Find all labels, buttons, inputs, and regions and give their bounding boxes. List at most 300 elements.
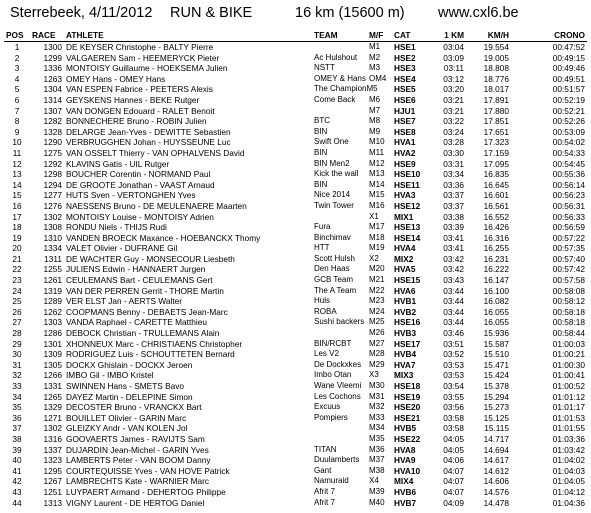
cell-athlete: DE KEYSER Christophe - BALTY Pierre <box>66 42 214 52</box>
cell-1km: 03:11 <box>443 63 464 74</box>
cell-crono: 01:01:55 <box>552 423 585 434</box>
cell-pos: 30 <box>12 349 22 360</box>
cell-crono: 01:04:12 <box>552 486 585 497</box>
cell-athlete: XHONNEUX Marc - CHRISTIAENS Christopher <box>66 338 243 349</box>
cell-kmh: 16.552 <box>483 211 509 222</box>
cell-crono: 00:52:21 <box>552 105 585 116</box>
cell-team: Pompiers <box>314 412 348 422</box>
table-row <box>4 243 587 254</box>
cell-team: TITAN <box>314 444 337 454</box>
cell-race: 1302 <box>43 423 62 434</box>
cell-team: BIN/RCBT <box>314 338 352 348</box>
cell-kmh: 18.776 <box>483 73 509 84</box>
cell-1km: 03:04 <box>443 42 464 52</box>
table-row <box>4 275 587 286</box>
cell-race: 1262 <box>43 306 62 317</box>
table-row <box>4 222 587 233</box>
cell-kmh: 15.125 <box>483 412 509 423</box>
cell-crono: 01:03:36 <box>552 433 585 444</box>
table-row <box>4 466 587 477</box>
cell-mf: M35 <box>369 433 385 443</box>
cell-kmh: 19.554 <box>483 42 509 52</box>
cell-crono: 01:01:12 <box>552 391 585 402</box>
cell-race: 1328 <box>43 126 62 137</box>
col-header-team: TEAM <box>312 30 367 42</box>
cell-race: 1303 <box>43 317 62 328</box>
cell-athlete: IMBO Gil - IMBO Kristel <box>66 370 154 381</box>
cell-kmh: 17.095 <box>483 158 509 169</box>
cell-mf: M7 <box>369 105 381 115</box>
cell-race: 1271 <box>43 412 62 423</box>
cell-athlete: DAYEZ Martin - DELEPINE Simon <box>66 391 193 402</box>
cell-team: Les V2 <box>314 349 339 359</box>
table-row <box>4 296 587 307</box>
cell-kmh: 15.587 <box>483 338 509 349</box>
cell-athlete: LAMBERTS Peter - VAN BOOM Danny <box>66 455 211 466</box>
table-row <box>4 264 587 275</box>
cell-crono: 00:56:14 <box>552 179 585 190</box>
cell-mf: M20 <box>369 264 385 274</box>
cell-mf: M36 <box>369 444 385 454</box>
cell-crono: 01:00:41 <box>552 370 585 381</box>
col-header-1km: 1 KM <box>432 30 466 42</box>
cell-crono: 00:57:22 <box>552 232 585 243</box>
table-row <box>4 53 587 64</box>
cell-cat: HJU1 <box>394 105 416 116</box>
cell-pos: 6 <box>14 94 20 105</box>
cell-athlete: MONTOISY Louise - MONTOISY Adrien <box>66 211 214 222</box>
cell-race: 1329 <box>43 402 62 413</box>
cell-pos: 25 <box>12 296 22 307</box>
cell-mf: OM4 <box>369 73 387 83</box>
cell-cat: HSE8 <box>394 126 416 137</box>
cell-kmh: 15.378 <box>483 381 509 391</box>
cell-kmh: 16.055 <box>483 306 509 317</box>
cell-1km: 03:44 <box>443 285 464 296</box>
table-row <box>4 360 587 371</box>
cell-crono: 01:04:36 <box>552 497 585 508</box>
table-row <box>4 381 587 392</box>
cell-race: 1337 <box>43 444 62 455</box>
cell-cat: HSE3 <box>394 63 416 74</box>
table-row <box>4 233 587 244</box>
table-row <box>4 127 587 138</box>
cell-pos: 24 <box>12 285 22 296</box>
cell-team <box>312 328 367 339</box>
table-row <box>4 159 587 170</box>
cell-athlete: VANDEN BROECK Maxance - HOEBANCKX Thomy <box>66 232 261 243</box>
cell-1km: 03:09 <box>443 52 464 63</box>
cell-race: 1307 <box>43 105 62 116</box>
cell-athlete: LAMBRECHTS Kate - WARNIER Marc <box>66 476 210 487</box>
cell-team: Come Back <box>314 94 356 104</box>
cell-athlete: VERBRUGGHEN Johan - HUYSSEUNE Luc <box>66 137 231 148</box>
cell-cat: HSE15 <box>394 275 421 286</box>
cell-athlete: DE GROOTE Jonathan - VAAST Arnaud <box>66 179 215 190</box>
cell-crono: 00:51:57 <box>552 84 585 95</box>
cell-mf: M32 <box>369 402 385 412</box>
cell-pos: 8 <box>14 116 20 127</box>
cell-crono: 01:04:05 <box>552 476 585 487</box>
table-row <box>4 423 587 434</box>
table-row <box>4 339 587 350</box>
cell-1km: 03:43 <box>443 275 464 286</box>
cell-pos: 12 <box>12 158 22 169</box>
cell-1km: 04:06 <box>443 455 464 466</box>
cell-kmh: 17.851 <box>483 116 509 127</box>
race-location-date: Sterrebeek, 4/11/2012 <box>10 5 153 21</box>
cell-cat: HSE21 <box>394 412 421 423</box>
cell-cat: HVA4 <box>394 243 416 254</box>
cell-race: 1304 <box>43 84 62 95</box>
cell-kmh: 16.222 <box>483 264 509 275</box>
cell-cat: HVB6 <box>394 486 417 497</box>
cell-cat: HSE10 <box>394 169 421 180</box>
cell-cat: HSE1 <box>394 42 416 52</box>
cell-race: 1263 <box>43 73 62 84</box>
cell-team: Binchimav <box>314 232 351 242</box>
cell-1km: 03:34 <box>443 169 464 180</box>
cell-kmh: 16.100 <box>483 285 509 296</box>
cell-pos: 7 <box>14 105 20 116</box>
cell-team: NSTT <box>314 63 335 73</box>
cell-1km: 03:58 <box>443 423 464 434</box>
table-row <box>4 487 587 498</box>
cell-1km: 03:58 <box>443 412 464 423</box>
cell-race: 1308 <box>43 222 62 233</box>
cell-pos: 40 <box>12 455 22 466</box>
cell-team: Wane Vleemi <box>314 381 362 390</box>
table-row <box>4 413 587 424</box>
cell-mf: M1 <box>369 42 381 51</box>
cell-pos: 18 <box>12 222 22 233</box>
cell-kmh: 16.255 <box>483 243 509 254</box>
cell-crono: 00:56:31 <box>552 200 585 211</box>
cell-pos: 9 <box>14 126 20 137</box>
cell-pos: 13 <box>12 169 22 180</box>
cell-crono: 00:56:59 <box>552 222 585 233</box>
cell-crono: 00:56:33 <box>552 211 585 222</box>
cell-team <box>312 434 367 445</box>
cell-athlete: DE WACHTER Guy - MONSECOUR Liesbeth <box>66 253 235 264</box>
cell-race: 1300 <box>43 42 62 52</box>
cell-crono: 01:04:03 <box>552 465 585 476</box>
cell-cat: HVA8 <box>394 444 416 455</box>
cell-team: HTT <box>314 243 330 253</box>
cell-kmh: 15.936 <box>483 328 509 339</box>
cell-mf: M28 <box>369 349 385 359</box>
cell-1km: 03:42 <box>443 253 464 264</box>
cell-team: Scott Hulsh <box>314 253 355 263</box>
cell-crono: 01:01:17 <box>552 402 585 413</box>
cell-kmh: 17.159 <box>483 147 509 158</box>
table-row <box>4 254 587 265</box>
cell-pos: 39 <box>12 444 22 455</box>
cell-crono: 00:47:52 <box>552 42 585 52</box>
cell-pos: 33 <box>12 381 22 391</box>
cell-pos: 26 <box>12 306 22 317</box>
cell-mf: M22 <box>369 285 385 295</box>
cell-pos: 42 <box>12 476 22 487</box>
cell-team: Gant <box>314 465 332 475</box>
cell-race: 1313 <box>43 497 62 508</box>
table-row <box>4 190 587 201</box>
cell-kmh: 16.055 <box>483 317 509 328</box>
cell-pos: 5 <box>14 84 20 95</box>
cell-athlete: GLEIZKY Andr - VAN KOLEN Jol <box>66 423 188 434</box>
cell-1km: 03:37 <box>443 200 464 211</box>
cell-cat: HSE16 <box>394 317 421 328</box>
cell-1km: 03:37 <box>443 190 464 201</box>
cell-athlete: MONTOISY Guillaume - HOEKSEMA Julien <box>66 63 228 74</box>
cell-athlete: BOUILLET Olivier - GARIN Marc <box>66 412 187 423</box>
cell-athlete: RODRIGUEZ Luis - SCHOUTTETEN Bernard <box>66 349 235 360</box>
cell-mf: M3 <box>369 63 381 73</box>
cell-pos: 2 <box>14 52 20 63</box>
cell-mf: M2 <box>369 52 381 62</box>
table-row <box>4 74 587 85</box>
cell-1km: 03:28 <box>443 137 464 148</box>
cell-crono: 00:57:42 <box>552 264 585 275</box>
cell-1km: 03:21 <box>443 105 464 116</box>
cell-cat: HSE7 <box>394 116 416 127</box>
cell-race: 1294 <box>43 179 62 190</box>
col-header-pos: POS <box>4 30 30 42</box>
cell-pos: 38 <box>12 433 22 444</box>
cell-cat: HSE13 <box>394 222 421 233</box>
cell-kmh: 14.717 <box>483 433 509 444</box>
cell-crono: 00:52:26 <box>552 116 585 127</box>
cell-athlete: COOPMANS Benny - DEBAETS Jean-Marc <box>66 306 228 317</box>
cell-race: 1310 <box>43 232 62 243</box>
cell-athlete: KLAVINS Gatis - UIL Rutger <box>66 158 170 169</box>
cell-race: 1267 <box>43 476 62 487</box>
cell-team: ROBA <box>314 306 337 316</box>
cell-kmh: 17.891 <box>483 94 509 105</box>
table-row <box>4 95 587 106</box>
cell-race: 1289 <box>43 296 62 307</box>
cell-cat: HVB7 <box>394 497 417 508</box>
cell-mf: M30 <box>369 381 385 390</box>
cell-crono: 00:57:58 <box>552 275 585 286</box>
cell-kmh: 15.115 <box>484 423 509 434</box>
cell-kmh: 14.606 <box>483 476 509 487</box>
cell-team: Kick the wall <box>314 169 359 179</box>
cell-cat: HSE5 <box>394 84 416 95</box>
cell-1km: 03:42 <box>443 264 464 275</box>
results-body <box>4 42 587 509</box>
cell-race: 1323 <box>43 455 62 466</box>
cell-pos: 36 <box>12 412 22 423</box>
cell-cat: HSE19 <box>394 391 421 402</box>
cell-team: Swift One <box>314 137 349 147</box>
table-row <box>4 307 587 318</box>
cell-athlete: NAESSENS Bruno - DE MEULENAERE Maarten <box>66 200 247 211</box>
cell-kmh: 15.294 <box>483 391 509 402</box>
cell-1km: 04:05 <box>443 433 464 444</box>
cell-1km: 03:52 <box>443 349 464 360</box>
cell-kmh: 15.510 <box>483 349 509 360</box>
cell-race: 1309 <box>43 349 62 360</box>
cell-cat: HVB1 <box>394 296 417 307</box>
cell-race: 1286 <box>43 328 62 339</box>
cell-race: 1314 <box>43 94 62 105</box>
cell-cat: HSE11 <box>394 179 420 190</box>
cell-mf: M15 <box>369 190 385 200</box>
cell-crono: 00:58:18 <box>552 306 585 317</box>
table-row <box>4 286 587 297</box>
cell-kmh: 14.617 <box>483 455 509 466</box>
cell-race: 1290 <box>43 137 62 148</box>
cell-team: Huls <box>314 296 331 306</box>
cell-mf: M23 <box>369 296 385 306</box>
website-url: www.cxl6.be <box>438 5 519 21</box>
cell-pos: 22 <box>12 264 22 275</box>
cell-athlete: SWINNEN Hans - SMETS Bavo <box>66 381 185 391</box>
cell-mf: M11 <box>369 147 384 157</box>
cell-crono: 01:00:21 <box>552 349 585 360</box>
cell-race: 1311 <box>44 253 62 264</box>
cell-athlete: VER ELST Jan - AERTS Walter <box>66 296 183 307</box>
cell-athlete: VANDA Raphael - CARETTE Matthieu <box>66 317 207 328</box>
cell-1km: 03:41 <box>443 232 464 243</box>
cell-race: 1305 <box>43 359 62 370</box>
cell-mf: M10 <box>369 137 385 147</box>
cell-1km: 03:51 <box>443 338 464 349</box>
cell-1km: 03:22 <box>443 116 464 127</box>
cell-mf: M25 <box>369 317 385 327</box>
cell-1km: 03:30 <box>443 147 464 158</box>
cell-race: 1277 <box>43 190 62 201</box>
cell-mf: X3 <box>369 370 379 380</box>
cell-team: Nice 2014 <box>314 190 351 200</box>
cell-pos: 16 <box>12 200 22 211</box>
cell-crono: 00:57:35 <box>552 243 585 254</box>
cell-kmh: 18.017 <box>483 84 509 95</box>
cell-team: Afrit 7 <box>314 497 335 507</box>
cell-crono: 00:49:46 <box>552 63 585 74</box>
cell-crono: 00:53:09 <box>552 126 585 137</box>
cell-athlete: LUYPAERT Armand - DEHERTOG Philippe <box>66 486 226 497</box>
cell-mf: M29 <box>369 359 385 369</box>
cell-1km: 03:44 <box>443 317 464 328</box>
cell-mf: M31 <box>369 391 385 401</box>
cell-mf: M6 <box>369 94 381 104</box>
cell-mf: M24 <box>369 306 385 316</box>
cell-cat: HSE20 <box>394 402 421 413</box>
cell-mf: M39 <box>369 486 385 496</box>
cell-cat: HSE18 <box>394 381 421 391</box>
cell-1km: 04:09 <box>443 497 464 508</box>
table-row <box>4 434 587 445</box>
cell-crono: 01:00:52 <box>552 381 585 391</box>
cell-athlete: VAN DONGEN Edouard - RALET Benoit <box>66 105 215 116</box>
cell-1km: 03:38 <box>443 211 464 222</box>
cell-crono: 00:54:33 <box>552 147 585 158</box>
cell-kmh: 14.576 <box>483 486 509 497</box>
cell-mf: M8 <box>369 116 381 126</box>
cell-race: 1261 <box>43 275 62 286</box>
cell-pos: 32 <box>12 370 22 381</box>
cell-athlete: VIGNY Laurent - DE HERTOG Daniel <box>66 497 205 508</box>
cell-1km: 04:05 <box>443 444 464 455</box>
cell-team: BIN Men2 <box>314 158 350 168</box>
cell-1km: 03:39 <box>443 222 464 233</box>
cell-cat: HVA7 <box>394 359 416 370</box>
cell-mf: M19 <box>369 243 385 253</box>
cell-mf: M12 <box>369 158 385 168</box>
cell-cat: HVA9 <box>394 455 416 466</box>
cell-cat: HVB4 <box>394 349 417 360</box>
cell-mf: X4 <box>369 476 379 486</box>
cell-cat: HVA2 <box>394 147 416 158</box>
cell-crono: 00:58:12 <box>552 296 585 307</box>
cell-pos: 11 <box>12 147 22 158</box>
cell-1km: 03:54 <box>443 381 464 391</box>
table-row <box>4 455 587 466</box>
cell-pos: 41 <box>12 465 22 476</box>
cell-cat: HVB5 <box>394 423 417 434</box>
cell-team: Afrit 7 <box>314 486 335 496</box>
cell-race: 1266 <box>43 370 62 381</box>
cell-team <box>312 106 367 117</box>
cell-1km: 03:36 <box>443 179 464 190</box>
cell-1km: 03:53 <box>443 359 464 370</box>
cell-athlete: BONNECHERE Bruno - ROBIN Julien <box>66 116 207 127</box>
cell-cat: HSE12 <box>394 200 421 211</box>
cell-team: Twin Tower <box>314 200 354 210</box>
cell-team: The ChampionM5 <box>314 84 378 94</box>
table-row <box>4 212 587 223</box>
cell-athlete: GEYSKENS Hannes - BEKE Rutger <box>66 94 200 105</box>
cell-athlete: OMEY Hans - OMEY Hans <box>66 73 166 84</box>
table-row <box>4 392 587 403</box>
cell-pos: 28 <box>12 328 22 339</box>
cell-mf: M40 <box>369 497 385 507</box>
table-row <box>4 328 587 339</box>
cell-crono: 00:54:02 <box>552 137 585 148</box>
cell-athlete: DECOSTER Bruno - VRANCKX Bart <box>66 402 202 413</box>
cell-crono: 00:58:44 <box>552 328 585 339</box>
cell-cat: HSE22 <box>394 433 421 444</box>
cell-mf: M21 <box>369 275 385 285</box>
cell-cat: HVA10 <box>394 465 421 476</box>
cell-crono: 00:57:40 <box>552 253 585 264</box>
cell-1km: 03:55 <box>443 391 464 402</box>
cell-cat: HVA6 <box>394 285 416 296</box>
cell-kmh: 14.612 <box>483 465 509 476</box>
cell-mf: M9 <box>369 126 381 136</box>
cell-mf: M26 <box>369 328 385 338</box>
cell-mf: M18 <box>369 232 385 242</box>
cell-kmh: 14.478 <box>483 497 509 508</box>
cell-cat: HVA5 <box>394 264 416 275</box>
cell-race: 1282 <box>43 116 62 127</box>
cell-cat: HSE4 <box>394 73 416 84</box>
table-row <box>4 476 587 487</box>
cell-kmh: 16.561 <box>483 200 509 211</box>
cell-mf: M13 <box>369 169 385 179</box>
cell-kmh: 17.880 <box>483 105 509 116</box>
table-row <box>4 445 587 456</box>
cell-pos: 44 <box>12 497 22 508</box>
col-header-mf: M/F <box>367 30 392 42</box>
cell-crono: 00:54:45 <box>552 158 585 169</box>
cell-athlete: DEBOCK Christian - TRULLEMANS Alain <box>66 328 220 339</box>
cell-athlete: VALGAEREN Sam - HEEMERYCK Pieter <box>66 52 220 63</box>
cell-kmh: 14.694 <box>483 444 509 455</box>
table-row <box>4 42 587 53</box>
